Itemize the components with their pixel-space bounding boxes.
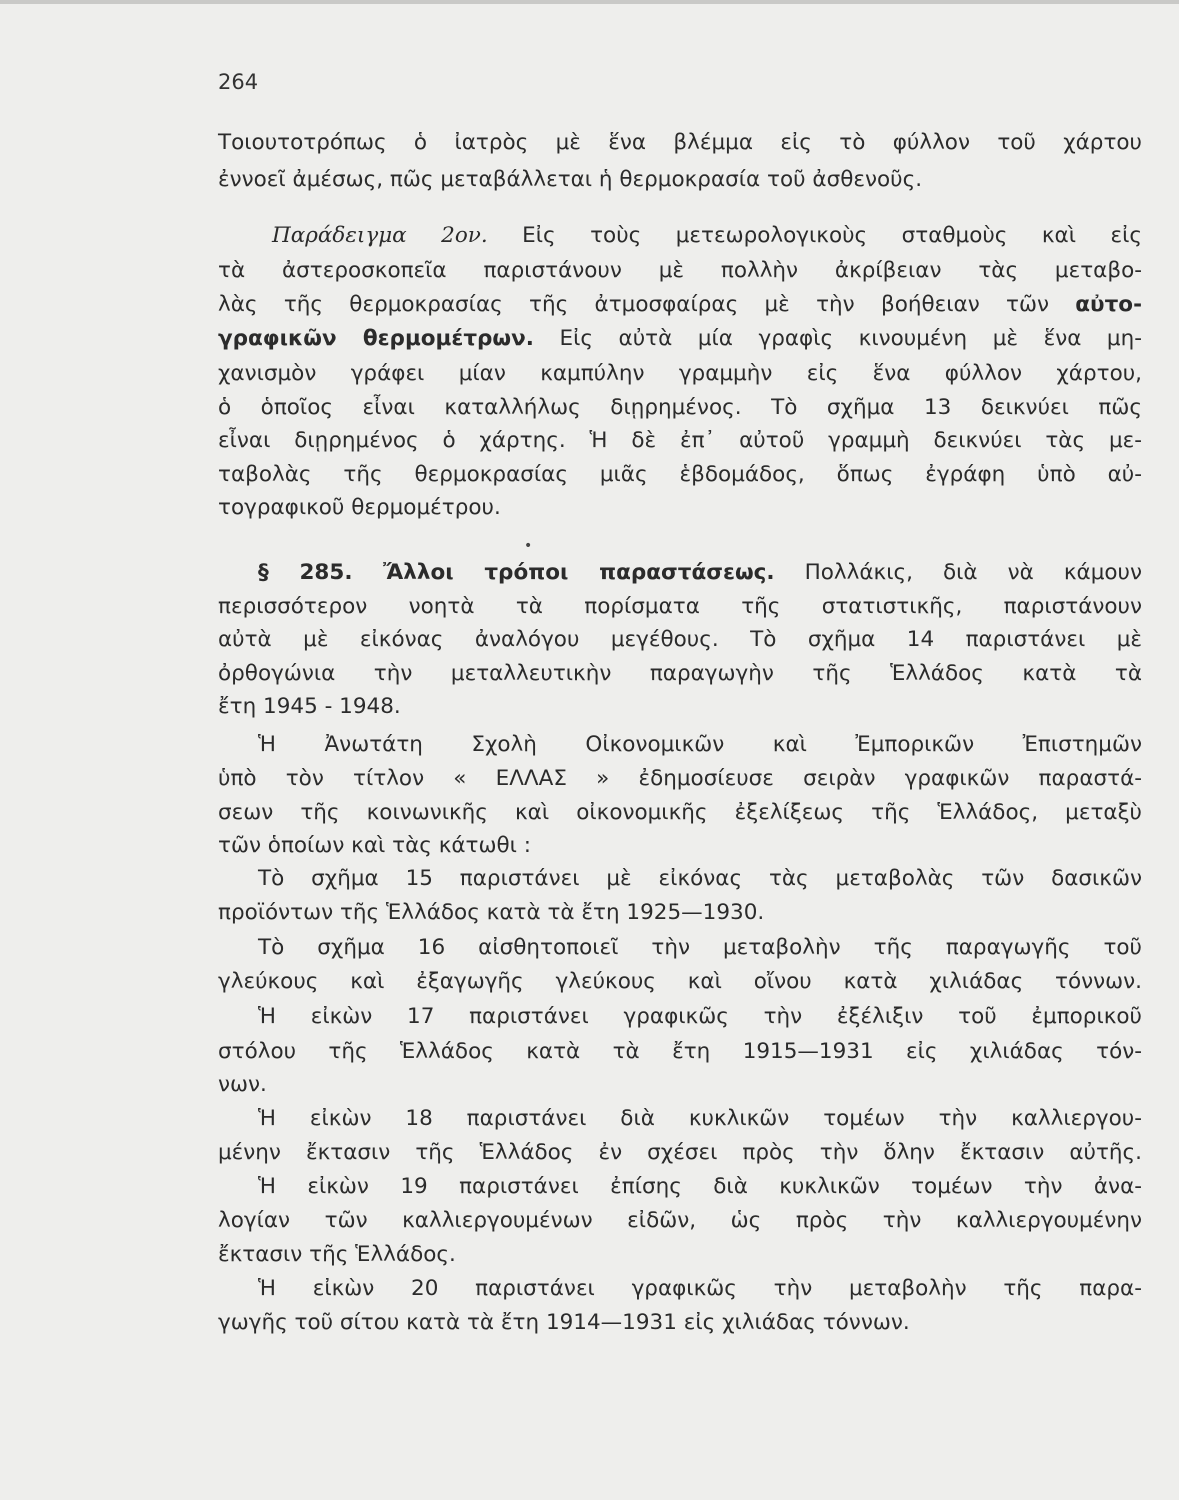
text-line: Ἡ εἰκὼν 18 παριστάνει διὰ κυκλικῶν τομέων τὴν καλλιεργου- bbox=[258, 1106, 1142, 1131]
text-line: Τοιουτοτρόπως ὁ ἰατρὸς μὲ ἕνα βλέμμα εἰς τὸ φύλλον τοῦ χάρτου bbox=[218, 130, 1142, 155]
text-line: ταβολὰς τῆς θερμοκρασίας μιᾶς ἑβδομάδος, ὅπως ἐγράφη ὑπὸ αὐ- bbox=[218, 462, 1142, 487]
text-span: Εἰς αὐτὰ μία γραφὶς κινουμένη μὲ ἕνα μη- bbox=[559, 326, 1142, 351]
text-line: Ἡ εἰκὼν 17 παριστάνει γραφικῶς τὴν ἐξέλιξιν τοῦ ἐμπορικοῦ bbox=[258, 1004, 1142, 1029]
text-line: τῶν ὁποίων καὶ τὰς κάτωθι : bbox=[218, 833, 531, 858]
text-line: εἶναι διῃρημένος ὁ χάρτης. Ἡ δὲ ἐπ᾽ αὐτοῦ γραμμὴ δεικνύει τὰς με- bbox=[218, 428, 1142, 453]
text-line: τὰ ἀστεροσκοπεῖα παριστάνουν μὲ πολλὴν ἀκρίβειαν τὰς μεταβο- bbox=[218, 258, 1142, 283]
text-line: Ἡ εἰκὼν 19 παριστάνει ἐπίσης διὰ κυκλικῶν τομέων τὴν ἀνα- bbox=[258, 1174, 1142, 1199]
bold-term: αὐτο- bbox=[1075, 292, 1142, 317]
text-line: ὀρθογώνια τὴν μεταλλευτικὴν παραγωγὴν τῆς Ἑλλάδος κατὰ τὰ bbox=[218, 661, 1142, 686]
text-span: λὰς τῆς θερμοκρασίας τῆς ἀτμοσφαίρας μὲ τὴν βοήθειαν τῶν bbox=[218, 292, 1049, 317]
scan-edge bbox=[0, 0, 1179, 4]
text-line: ὁ ὁποῖος εἶναι καταλλήλως διῃρημένος. Τὸ σχῆμα 13 δεικνύει πῶς bbox=[218, 395, 1142, 420]
page-number: 264 bbox=[218, 70, 259, 94]
text-line: ὑπὸ τὸν τίτλον « ΕΛΛΑΣ » ἐδημοσίευσε σειρὰν γραφικῶν παραστά- bbox=[218, 766, 1142, 791]
bullet-mark: • bbox=[524, 538, 533, 554]
example-label: Παράδειγμα 2ον. bbox=[272, 223, 488, 248]
text-line bbox=[218, 288, 1142, 321]
text-line: λογίαν τῶν καλλιεργουμένων εἰδῶν, ὡς πρὸς τὴν καλλιεργουμένην bbox=[218, 1208, 1142, 1233]
bold-term: γραφικῶν θερμομέτρων. bbox=[218, 326, 534, 351]
text-line: προϊόντων τῆς Ἑλλάδος κατὰ τὰ ἔτη 1925—1930. bbox=[218, 900, 765, 925]
text-line: Ἡ εἰκὼν 20 παριστάνει γραφικῶς τὴν μεταβολὴν τῆς παρα- bbox=[258, 1276, 1142, 1301]
text-line bbox=[272, 219, 1142, 252]
text-line: χανισμὸν γράφει μίαν καμπύλην γραμμὴν εἰς ἕνα φύλλον χάρτου, bbox=[218, 361, 1142, 386]
text-span: Πολλάκις, διὰ νὰ κάμουν bbox=[804, 560, 1142, 585]
text-line: αὐτὰ μὲ εἰκόνας ἀναλόγου μεγέθους. Τὸ σχῆμα 14 παριστάνει μὲ bbox=[218, 627, 1142, 652]
text-line: Τὸ σχῆμα 16 αἰσθητοποιεῖ τὴν μεταβολὴν τῆς παραγωγῆς τοῦ bbox=[258, 935, 1142, 960]
text-line: Τὸ σχῆμα 15 παριστάνει μὲ εἰκόνας τὰς μεταβολὰς τῶν δασικῶν bbox=[258, 866, 1142, 891]
text-line: τογραφικοῦ θερμομέτρου. bbox=[218, 495, 501, 520]
text-line: γλεύκους καὶ ἐξαγωγῆς γλεύκους καὶ οἴνου κατὰ χιλιάδας τόννων. bbox=[218, 969, 1142, 994]
text-line: περισσότερον νοητὰ τὰ πορίσματα τῆς στατιστικῆς, παριστάνουν bbox=[218, 594, 1142, 619]
text-line: Ἡ Ἀνωτάτη Σχολὴ Οἰκονομικῶν καὶ Ἐμπορικῶν Ἐπιστημῶν bbox=[258, 732, 1142, 757]
text-span: Εἰς τοὺς μετεωρολογικοὺς σταθμοὺς καὶ εἰς bbox=[522, 223, 1142, 248]
text-line: νων. bbox=[218, 1072, 267, 1097]
text-line: ἐννοεῖ ἀμέσως, πῶς μεταβάλλεται ἡ θερμοκρασία τοῦ ἀσθενοῦς. bbox=[218, 167, 923, 192]
text-line: στόλου τῆς Ἑλλάδος κατὰ τὰ ἔτη 1915—1931 εἰς χιλιάδας τόν- bbox=[218, 1039, 1142, 1064]
text-line bbox=[218, 322, 1142, 355]
text-line: ἔκτασιν τῆς Ἑλλάδος. bbox=[218, 1242, 456, 1267]
section-heading: § 285. Ἄλλοι τρόποι παραστάσεως. bbox=[258, 560, 775, 585]
text-line: ἔτη 1945 - 1948. bbox=[218, 694, 401, 719]
text-line: μένην ἔκτασιν τῆς Ἑλλάδος ἐν σχέσει πρὸς τὴν ὅλην ἔκτασιν αὐτῆς. bbox=[218, 1140, 1142, 1165]
text-line: σεων τῆς κοινωνικῆς καὶ οἰκονομικῆς ἐξελίξεως τῆς Ἑλλάδος, μεταξὺ bbox=[218, 800, 1142, 825]
text-line bbox=[258, 556, 1142, 589]
text-line: γωγῆς τοῦ σίτου κατὰ τὰ ἔτη 1914—1931 εἰς χιλιάδας τόννων. bbox=[218, 1310, 910, 1335]
